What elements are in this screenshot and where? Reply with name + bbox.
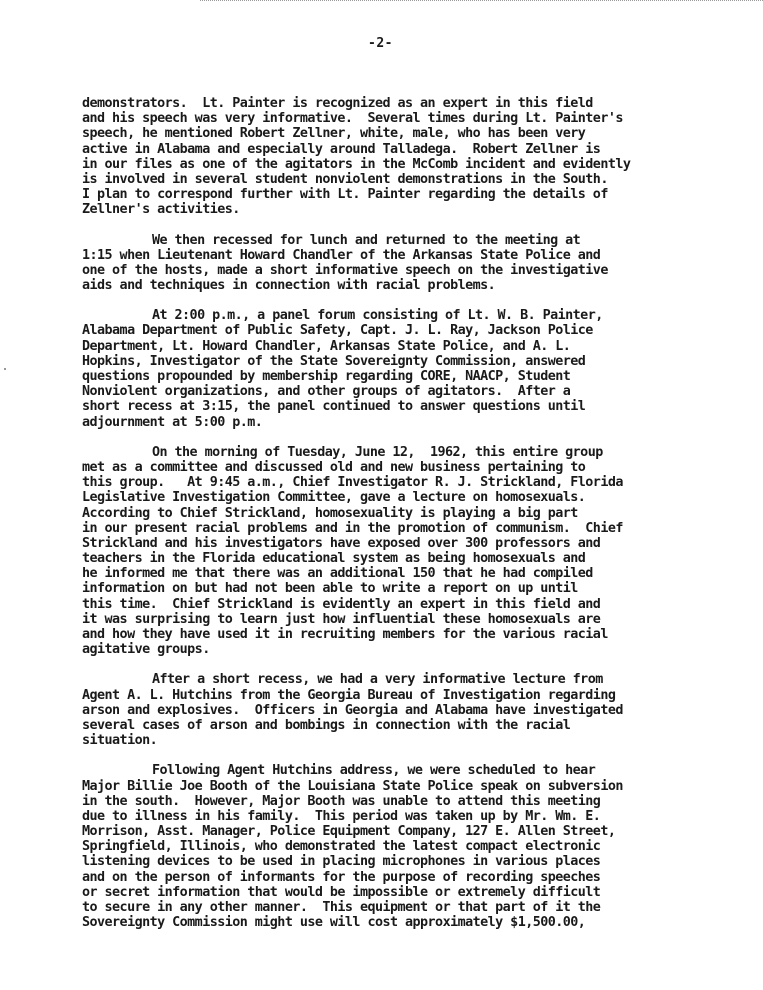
- text-line: and his speech was very informative. Several times during Lt. Painter's: [82, 111, 623, 127]
- text-line: agitative groups.: [82, 642, 210, 658]
- text-line: met as a committee and discussed old and new business pertaining to: [82, 459, 586, 475]
- text-line: in the south. However, Major Booth was unable to attend this meeting: [82, 793, 601, 809]
- text-line: Agent A. L. Hutchins from the Georgia Bureau of Investigation regarding: [82, 687, 616, 703]
- text-line: Sovereignty Commission might use will cost approximately $1,500.00,: [82, 915, 586, 931]
- text-line: it was surprising to learn just how influential these homosexuals are: [82, 611, 601, 627]
- text-line: Springfield, Illinois, who demonstrated the latest compact electronic: [82, 839, 601, 855]
- paragraph-6: [82, 763, 752, 930]
- paragraph-2: [82, 233, 752, 294]
- text-line: 1:15 when Lieutenant Howard Chandler of the Arkansas State Police and: [82, 247, 601, 263]
- text-line: Alabama Department of Public Safety, Capt. J. L. Ray, Jackson Police: [82, 323, 593, 339]
- text-line: due to illness in his family. This period was taken up by Mr. Wm. E.: [82, 808, 601, 824]
- text-line: Zellner's activities.: [82, 202, 240, 218]
- text-line: teachers in the Florida educational system as being homosexuals and: [82, 551, 586, 567]
- text-line: questions propounded by membership regarding CORE, NAACP, Student: [82, 369, 571, 384]
- document-body: [82, 96, 752, 945]
- text-line: After a short recess, we had a very informative lecture from: [152, 672, 603, 688]
- text-line: or secret information that would be impossible or extremely difficult: [82, 884, 601, 900]
- text-line: listening devices to be used in placing microphones in various places: [82, 854, 601, 870]
- text-line: Strickland and his investigators have exposed over 300 professors and: [82, 535, 601, 551]
- paragraph-5: [82, 672, 752, 748]
- text-line: adjournment at 5:00 p.m.: [82, 414, 263, 430]
- text-line: At 2:00 p.m., a panel forum consisting of Lt. W. B. Painter,: [152, 308, 603, 324]
- text-line: Morrison, Asst. Manager, Police Equipment Company, 127 E. Allen Street,: [82, 824, 616, 840]
- text-line: he informed me that there was an additional 150 that he had compiled: [82, 566, 593, 582]
- text-line: situation.: [82, 733, 158, 749]
- paragraph-1: [82, 96, 752, 218]
- text-line: this group. At 9:45 a.m., Chief Investigator R. J. Strickland, Florida: [82, 475, 623, 491]
- text-line: short recess at 3:15, the panel continued to answer questions until: [82, 399, 586, 415]
- margin-speck: [4, 368, 6, 370]
- text-line: Nonviolent organizations, and other groups of agitators. After a: [82, 384, 571, 400]
- text-line: arson and explosives. Officers in Georgia and Alabama have investigated: [82, 702, 623, 718]
- text-line: Major Billie Joe Booth of the Louisiana State Police speak on subversion: [82, 778, 623, 794]
- text-line: On the morning of Tuesday, June 12, 1962, this entire group: [152, 444, 603, 460]
- text-line: and how they have used it in recruiting members for the various racial: [82, 627, 608, 642]
- text-line: Department, Lt. Howard Chandler, Arkansas State Police, and A. L.: [82, 338, 571, 354]
- text-line: aids and techniques in connection with racial problems.: [82, 278, 496, 294]
- text-line: Legislative Investigation Committee, gave a lecture on homosexuals.: [82, 490, 586, 506]
- text-line: active in Alabama and especially around Talladega. Robert Zellner is: [82, 141, 601, 157]
- text-line: one of the hosts, made a short informative speech on the investigative: [82, 262, 608, 278]
- text-line: in our files as one of the agitators in the McComb incident and evidently: [82, 156, 631, 172]
- text-line: is involved in several student nonviolent demonstrations in the South.: [82, 171, 608, 187]
- paragraph-4: [82, 445, 752, 658]
- text-line: Hopkins, Investigator of the State Sovereignty Commission, answered: [82, 353, 586, 369]
- top-edge-dotted-line: [200, 0, 763, 3]
- text-line: Following Agent Hutchins address, we were scheduled to hear: [152, 763, 596, 779]
- text-line: in our present racial problems and in the promotion of communism. Chief: [82, 520, 623, 536]
- text-line: We then recessed for lunch and returned to the meeting at: [152, 232, 581, 248]
- text-line: I plan to correspond further with Lt. Painter regarding the details of: [82, 187, 608, 203]
- text-line: to secure in any other manner. This equipment or that part of it the: [82, 900, 601, 915]
- text-line: According to Chief Strickland, homosexuality is playing a big part: [82, 505, 578, 521]
- paragraph-3: [82, 308, 752, 430]
- text-line: this time. Chief Strickland is evidently an expert in this field and: [82, 596, 601, 612]
- text-line: speech, he mentioned Robert Zellner, white, male, who has been very: [82, 126, 586, 142]
- text-line: information on but had not been able to write a report on up until: [82, 581, 578, 597]
- text-line: several cases of arson and bombings in connection with the racial: [82, 717, 571, 733]
- text-line: demonstrators. Lt. Painter is recognized as an expert in this field: [82, 96, 593, 111]
- text-line: and on the person of informants for the purpose of recording speeches: [82, 869, 601, 885]
- page-number: -2-: [368, 36, 393, 51]
